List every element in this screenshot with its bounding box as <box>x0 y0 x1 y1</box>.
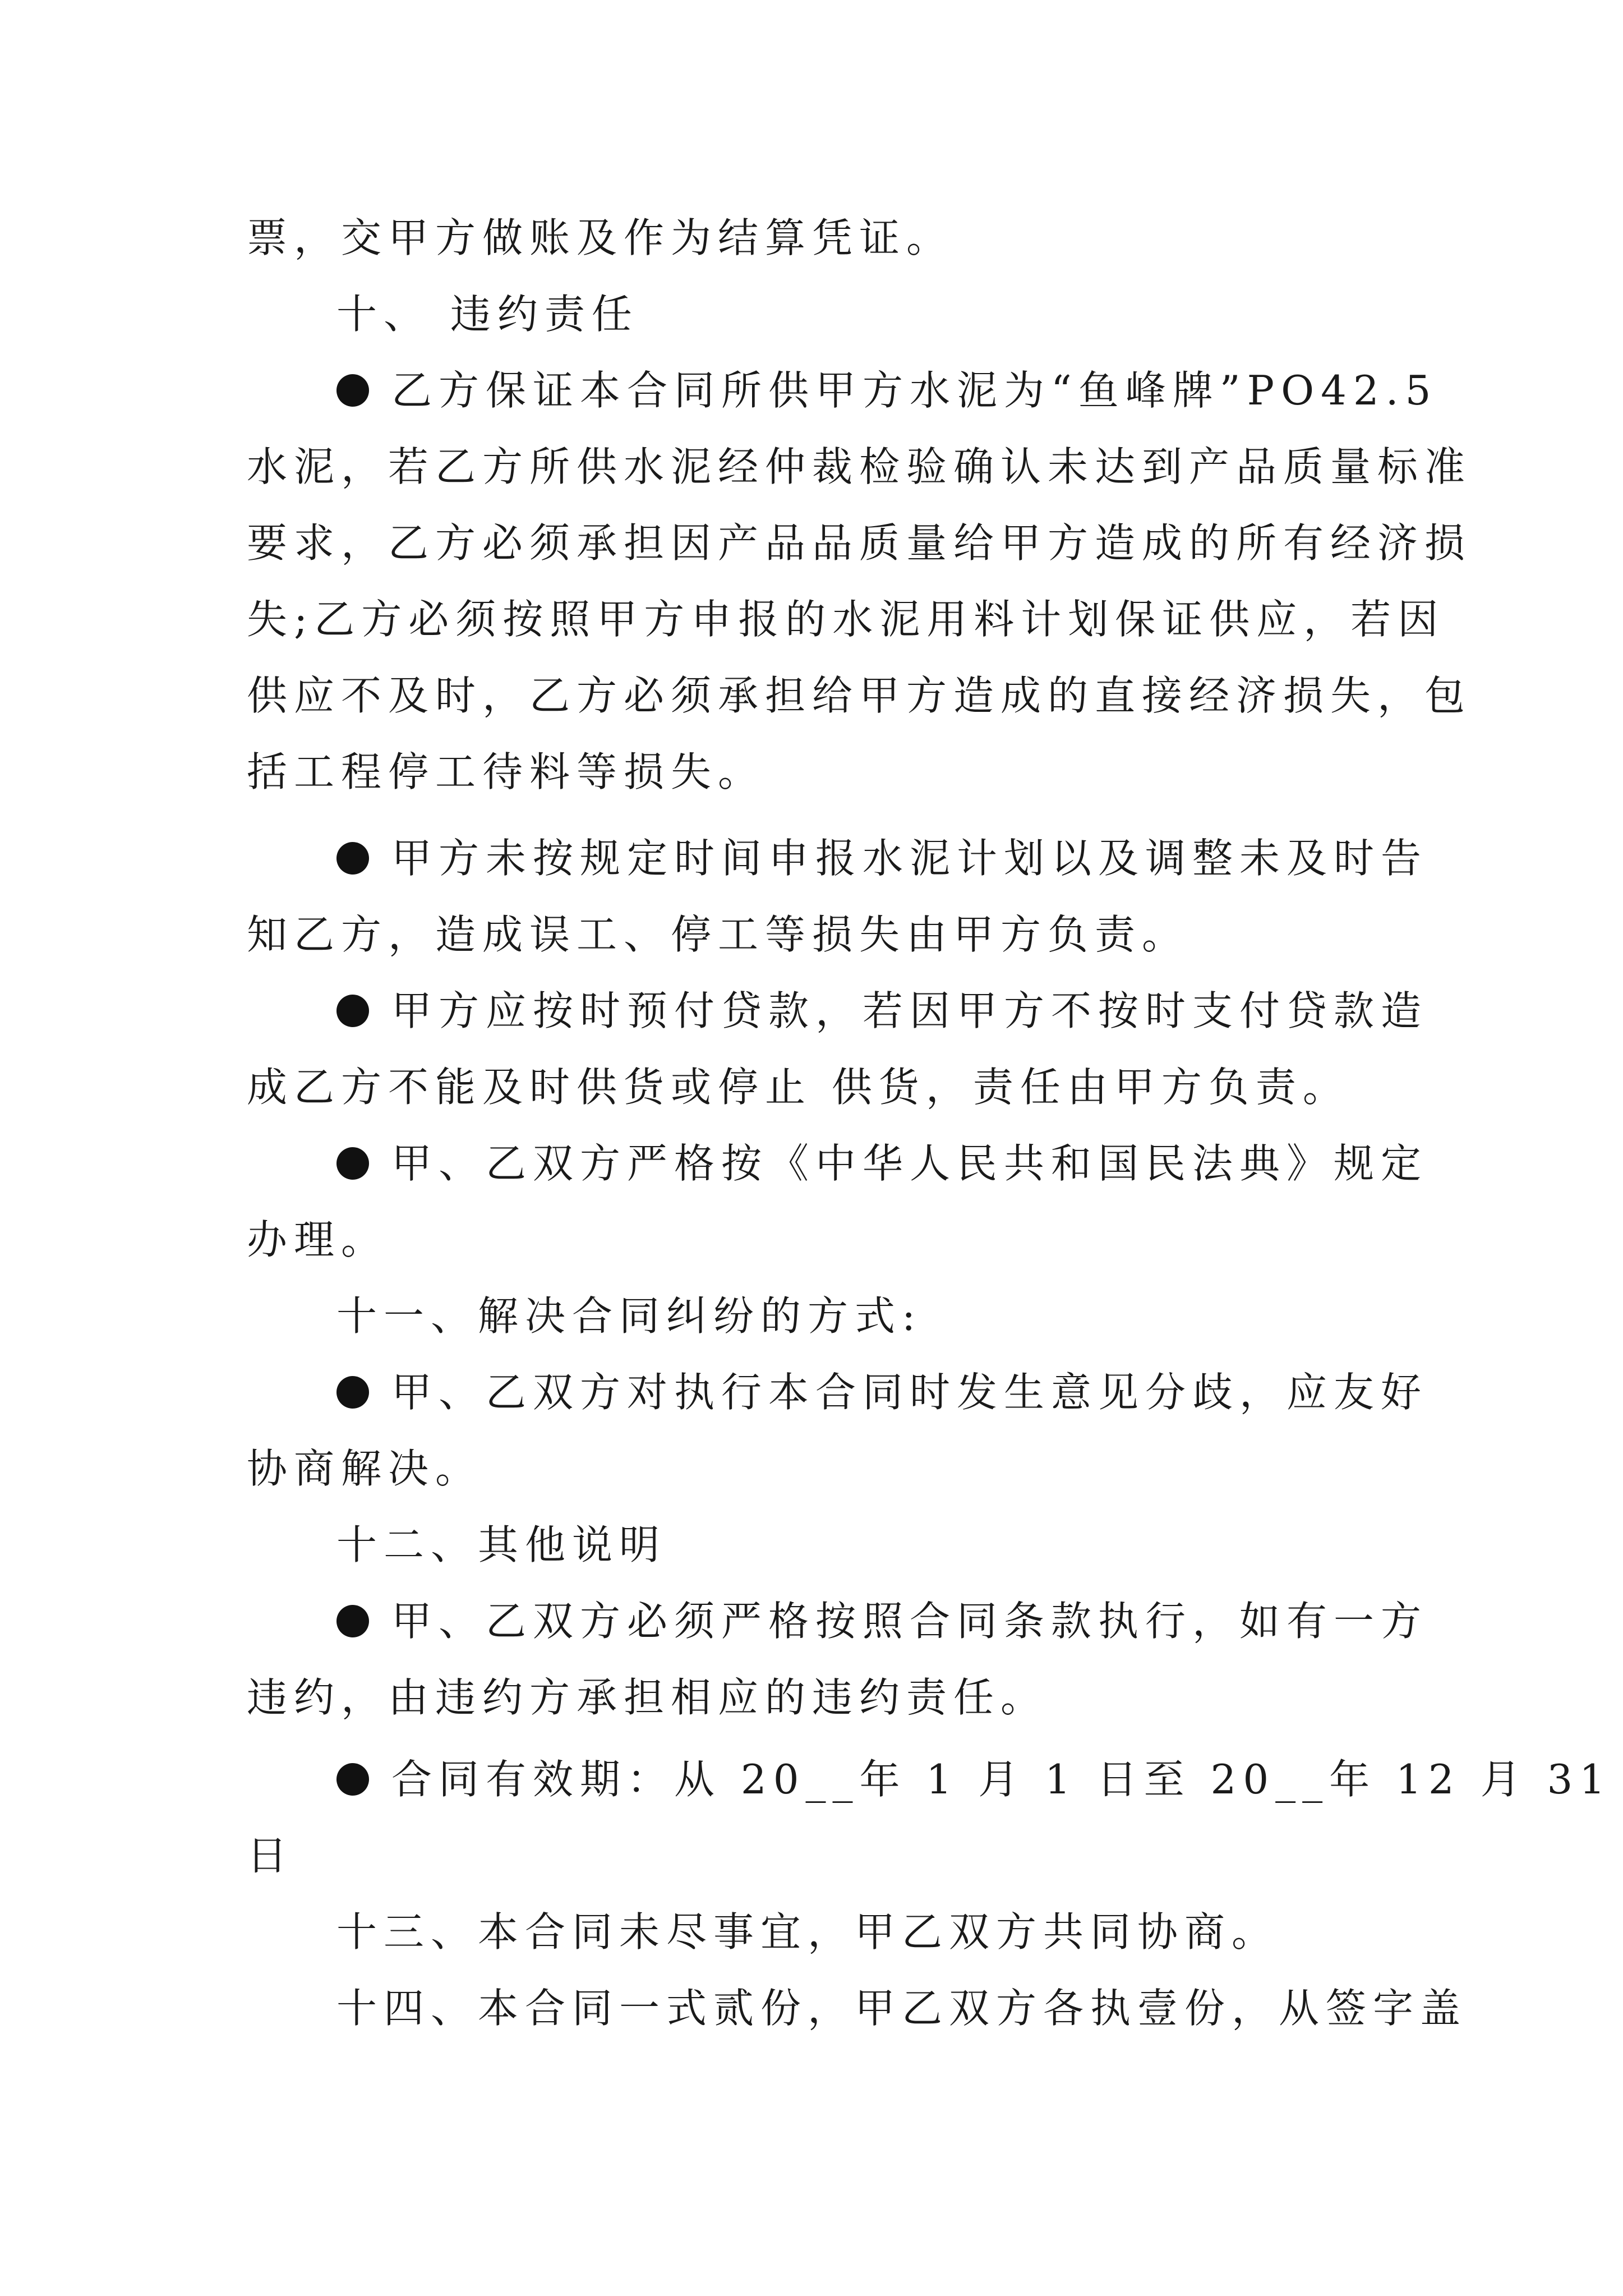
text-line: 办理。 <box>247 1216 389 1263</box>
bullet-line-law <box>336 1135 1428 1191</box>
bullet-dot-icon <box>336 842 369 875</box>
bullet-dot-icon <box>336 995 369 1027</box>
text-line: 甲方未按规定时间申报水泥计划以及调整未及时告 <box>391 835 1428 882</box>
bullet-line-plan <box>336 830 1428 886</box>
text-line: 甲、乙双方严格按《中华人民共和国民法典》规定 <box>391 1140 1428 1187</box>
text-line: 水泥，若乙方所供水泥经仲裁检验确认未达到产品质量标准 <box>247 443 1472 490</box>
text-line: 知乙方，造成误工、停工等损失由甲方负责。 <box>247 911 1189 958</box>
text-line: 违约，由违约方承担相应的违约责任。 <box>247 1674 1048 1721</box>
text-line: 日 <box>247 1832 294 1879</box>
section-heading-breach: 十、 违约责任 <box>336 291 639 338</box>
bullet-dot-icon <box>336 1763 369 1796</box>
text-line: 合同有效期：从 20__年 1 月 1 日至 20__年 12 月 31 <box>391 1756 1612 1803</box>
bullet-dot-icon <box>336 1147 369 1180</box>
text-line: 甲、乙双方必须严格按照合同条款执行，如有一方 <box>391 1598 1428 1645</box>
text-line: 失;乙方必须按照甲方申报的水泥用料计划保证供应，若因 <box>247 596 1445 643</box>
bullet-dot-icon <box>336 1376 369 1409</box>
text-line-receipt: 票，交甲方做账及作为结算凭证。 <box>247 214 954 261</box>
bullet-dot-icon <box>336 1605 369 1637</box>
text-line: 甲、乙双方对执行本合同时发生意见分歧，应友好 <box>391 1369 1428 1416</box>
text-line: 供应不及时，乙方必须承担给甲方造成的直接经济损失，包 <box>247 672 1472 719</box>
bullet-line-quality <box>336 362 1438 418</box>
text-line: 协商解决。 <box>247 1445 483 1492</box>
section-heading-disputes: 十一、解决合同纠纷的方式: <box>336 1292 923 1340</box>
text-line: 成乙方不能及时供货或停止 供货，责任由甲方负责。 <box>247 1064 1350 1111</box>
text-line: 乙方保证本合同所供甲方水泥为“鱼峰牌”PO42.5 <box>391 367 1438 414</box>
section-heading-other: 十二、其他说明 <box>336 1521 667 1568</box>
bullet-line-validity <box>336 1751 1612 1807</box>
text-line: 甲方应按时预付贷款，若因甲方不按时支付贷款造 <box>391 987 1428 1034</box>
text-line: 要求，乙方必须承担因产品品质量给甲方造成的所有经济损 <box>247 519 1472 567</box>
bullet-line-negotiation <box>336 1364 1428 1420</box>
bullet-dot-icon <box>336 374 369 407</box>
text-line: 括工程停工待料等损失。 <box>247 748 766 795</box>
bullet-line-payment <box>336 983 1428 1039</box>
section-heading-unresolved: 十三、本合同未尽事宜，甲乙双方共同协商。 <box>336 1908 1279 1955</box>
bullet-line-compliance <box>336 1593 1428 1649</box>
section-heading-copies: 十四、本合同一式贰份，甲乙双方各执壹份，从签字盖 <box>336 1985 1468 2032</box>
